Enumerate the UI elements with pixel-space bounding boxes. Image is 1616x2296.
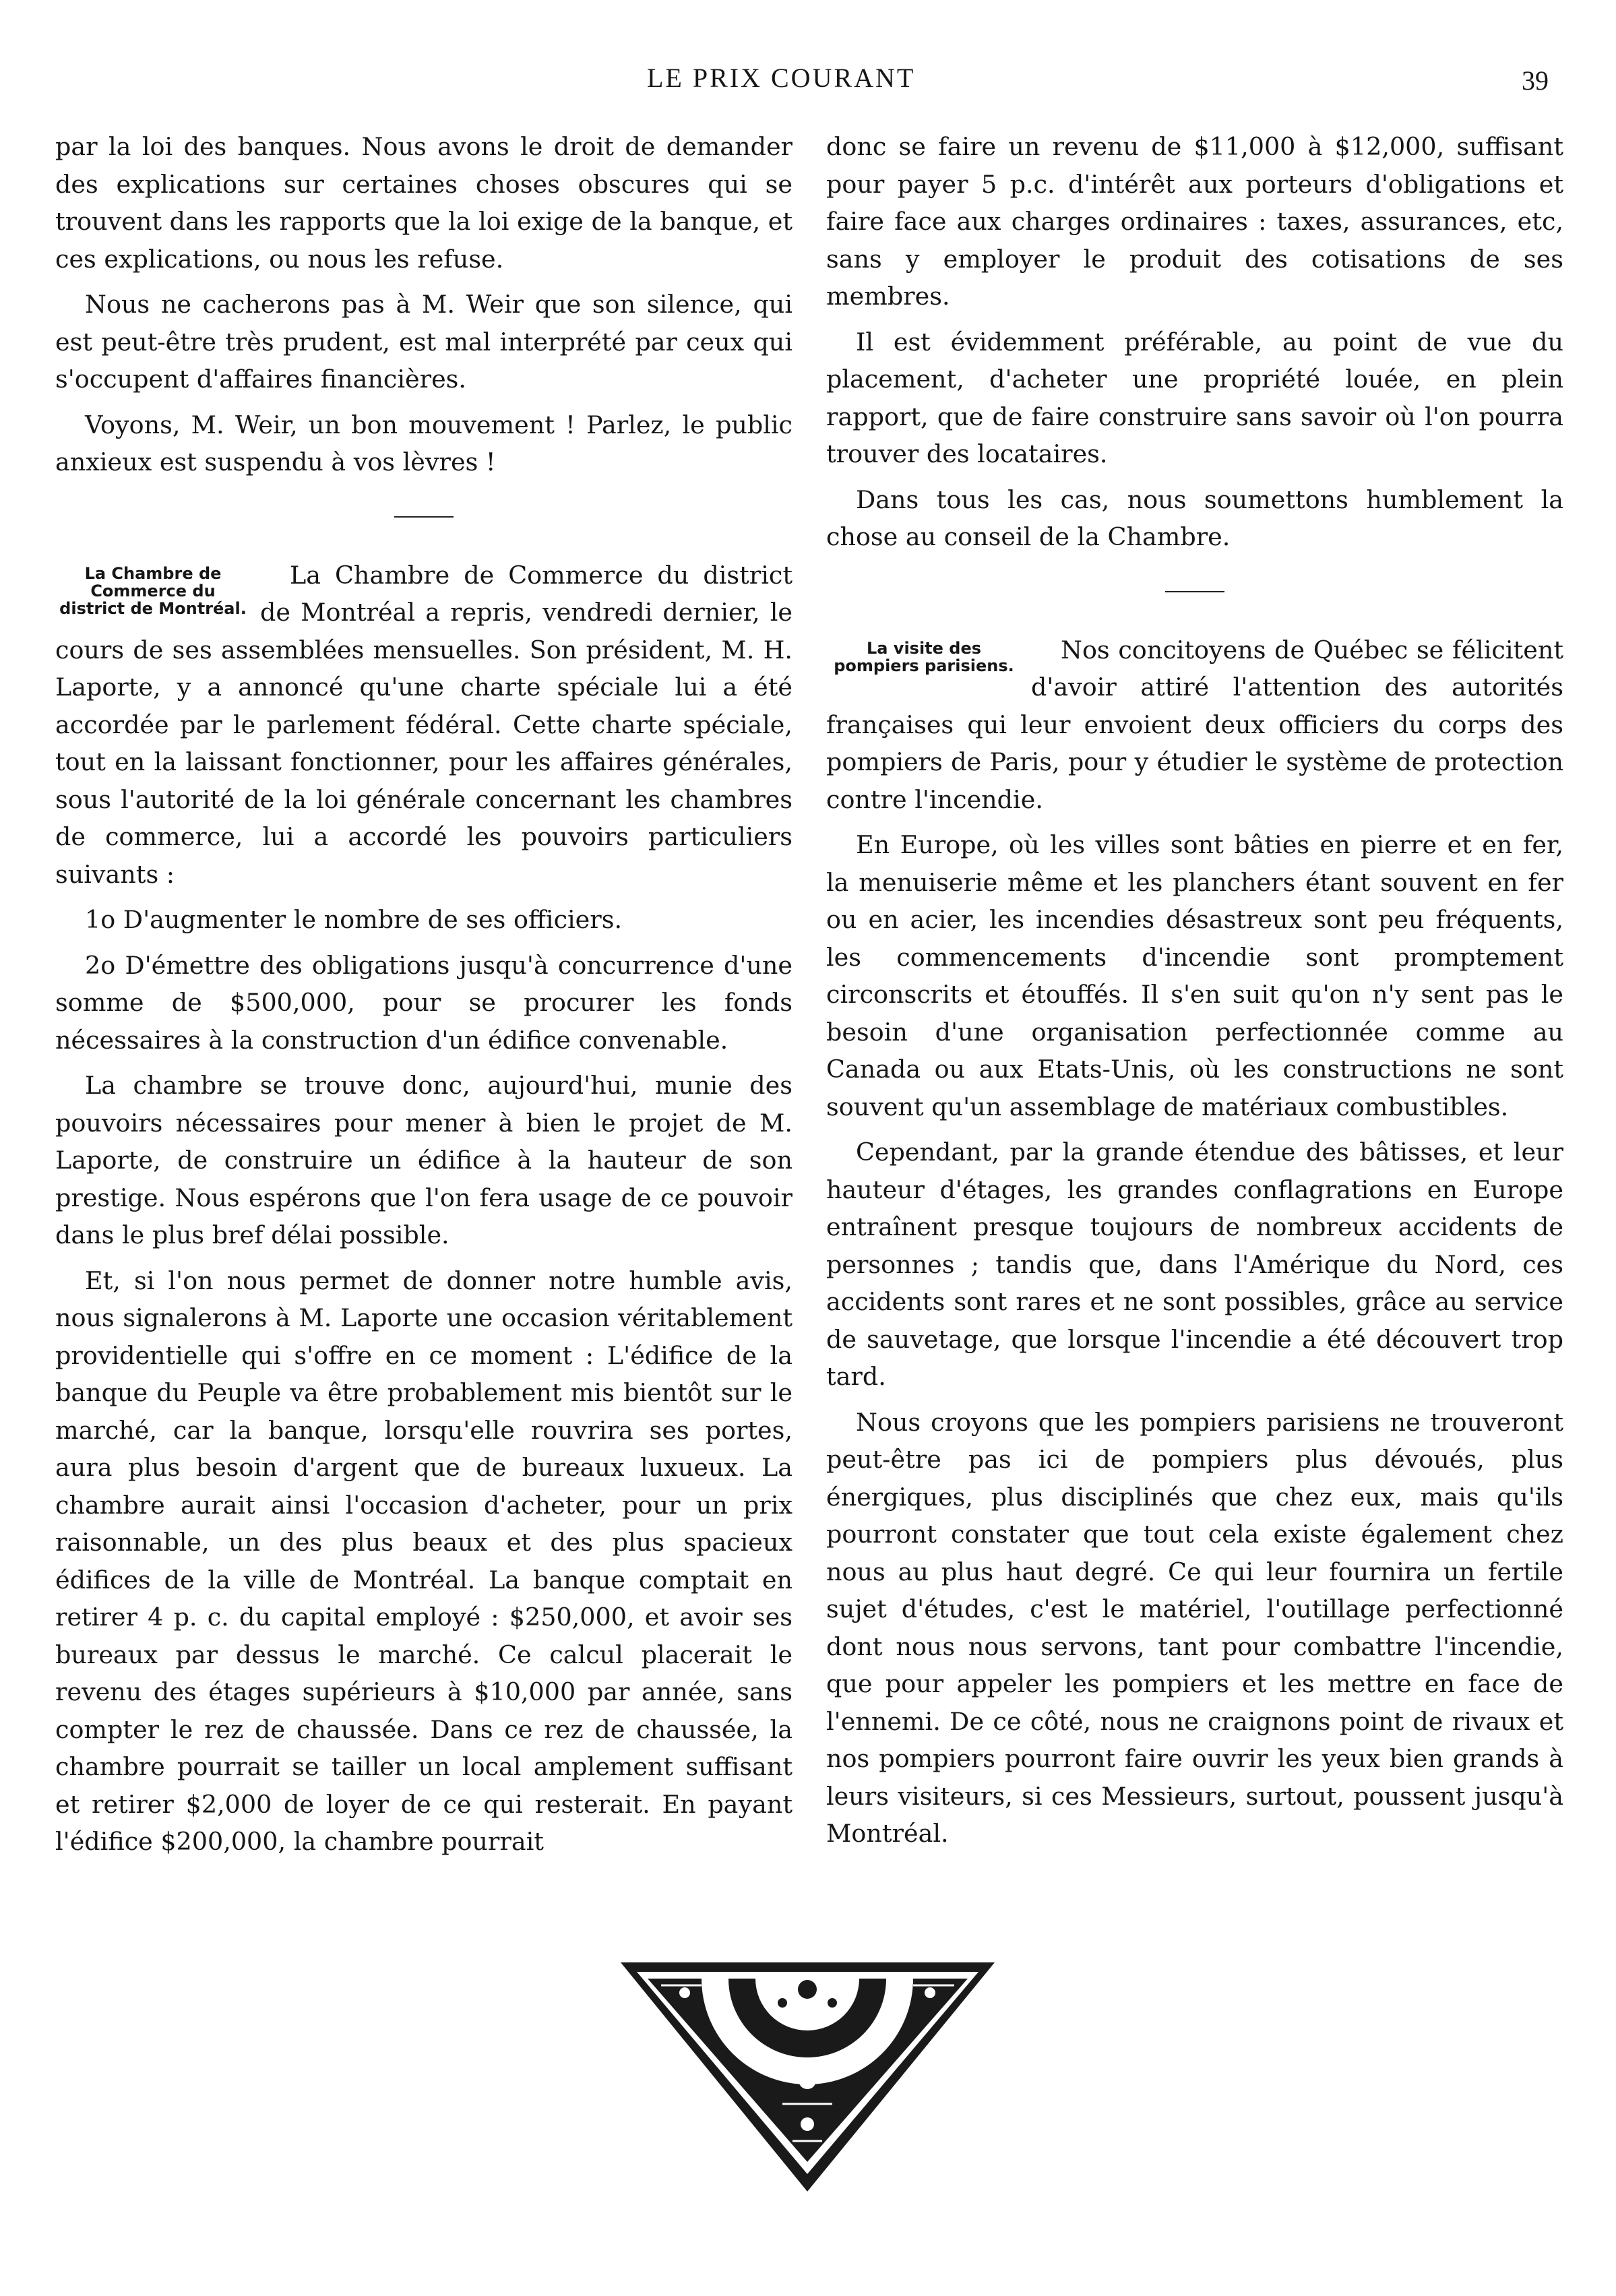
right-paragraph-5: En Europe, où les villes sont bâties en pierre et en fer, la menuiserie même et les planchers étant souvent en fer ou en acier, les incendies désastreux sont peu fréquents, les commencements d'incendie sont promptement circonscrits et étouffés. Il s'en suit qu'on n'y sent pas le besoin d'une organisation perfectionnée comme au Canada ou aux Etats-Unis, où les constructions ne sont souvent qu'un assemblage de matériaux combustibles. [826, 830, 1563, 1121]
left-column [55, 128, 793, 1869]
section-divider [394, 516, 454, 518]
left-paragraph-4: La Chambre de Commerce du district de Montréal a repris, vendredi dernier, le cours de ses assemblées mensuelles. Son président, M. H. Laporte, y a annoncé qu'une charte spéciale lui a été accordée par le parlement fédéral. Cette charte spéciale, tout en la laissant fonctionner, pour les affaires générales, sous l'autorité de la loi générale concernant les chambres de commerce, lui a accordé les pouvoirs particuliers suivants : [55, 560, 793, 889]
left-paragraph-5: La chambre se trouve donc, aujourd'hui, munie des pouvoirs nécessaires pour mener à bien le projet de M. Laporte, de construire un édifice à la hauteur de son prestige. Nous espérons que l'on fera usage de ce pouvoir dans le plus bref délai possible. [55, 1071, 793, 1249]
section-side-heading: La Chambre de Commerce du district de Montréal. [59, 563, 247, 618]
section-side-heading: La visite des pompiers parisiens. [834, 638, 1014, 675]
list-item-2: 2o D'émettre des obligations jusqu'à concurrence d'une somme de $500,000, pour se procurer les fonds nécessaires à la construction d'un édifice convenable. [55, 950, 793, 1055]
left-paragraph-3: Voyons, M. Weir, un bon mouvement ! Parlez, le public anxieux est suspendu à vos lèvres ! [55, 410, 793, 476]
right-column [826, 128, 1563, 1861]
page-number: 39 [1522, 65, 1549, 96]
page-header [0, 62, 1616, 102]
right-paragraph-6: Cependant, par la grande étendue des bâtisses, et leur hauteur d'étages, les grandes conflagrations en Europe entraînent presque toujours de nombreux accidents de personnes ; tandis que, dans l'Amérique du Nord, ces accidents sont rares et ne sont possibles, grâce au service de sauvetage, que lorsque l'incendie a été découvert trop tard. [826, 1138, 1563, 1391]
right-paragraph-4: Nos concitoyens de Québec se félicitent d'avoir attiré l'attention des autorités françaises qui leur envoient deux officiers du corps des pompiers de Paris, pour y étudier le système de protection contre l'incendie. [826, 635, 1563, 814]
left-paragraph-6: Et, si l'on nous permet de donner notre humble avis, nous signalerons à M. Laporte une occasion véritablement providentielle qui s'offre en ce moment : L'édifice de la banque du Peuple va être probablement mis bientôt sur le marché, car la banque, lorsqu'elle rouvrira ses portes, aura plus besoin d'argent que de bureaux luxueux. La chambre aurait ainsi l'occasion d'acheter, pour un prix raisonnable, un des plus beaux et des plus spacieux édifices de la ville de Montréal. La banque comptait en retirer 4 p. c. du capital employé : $250,000, et avoir ses bureaux par dessus le marché. Ce calcul placerait le revenu des étages supérieurs à $10,000 par année, sans compter le rez de chaussée. Dans ce rez de chaussée, la chambre pourrait se tailler un local amplement suffisant et retirer $2,000 de loyer de ce qui resterait. En payant l'édifice $200,000, la chambre pourrait [55, 1266, 793, 1856]
section-divider [1165, 591, 1224, 592]
right-paragraph-3: Dans tous les cas, nous soumettons humblement la chose au conseil de la Chambre. [826, 485, 1563, 551]
right-paragraph-7: Nous croyons que les pompiers parisiens ne trouveront peut-être pas ici de pompiers plus dévoués, plus énergiques, plus disciplinés que chez eux, mais qu'ils pourront constater que tout cela existe également chez nous au plus haut degré. Ce qui leur fournira un fertile sujet d'études, c'est le matériel, l'outillage perfectionné dont nous nous servons, tant pour combattre l'incendie, que pour appeler les pompiers et les mettre en face de l'ennemi. De ce côté, nous ne craignons point de rivaux et nos pompiers pourront faire ouvrir les yeux bien grands à leurs visiteurs, si ces Messieurs, surtout, poussent jusqu'à Montréal. [826, 1407, 1563, 1848]
triangular-ornament-icon [621, 1962, 995, 2192]
list-item-1: 1o D'augmenter le nombre de ses officiers. [85, 905, 623, 934]
left-paragraph-1: par la loi des banques. Nous avons le droit de demander des explications sur certaines choses obscures qui se trouvent dans les rapports que la loi exige de la banque, et ces explications, ou nous les refuse. [55, 132, 793, 274]
left-paragraph-2: Nous ne cacherons pas à M. Weir que son silence, qui est peut-être très prudent, est mal interprété par ceux qui s'occupent d'affaires financières. [55, 290, 793, 394]
running-title: LE PRIX COURANT [647, 63, 916, 93]
right-paragraph-2: Il est évidemment préférable, au point de vue du placement, d'acheter une propriété louée, en plein rapport, que de faire construire sans savoir où l'on pourra trouver des locataires. [826, 327, 1563, 468]
right-paragraph-1: donc se faire un revenu de $11,000 à $12,000, suffisant pour payer 5 p.c. d'intérêt aux porteurs d'obligations et faire face aux charges ordinaires : taxes, assurances, etc, sans y employer le produit des cotisations de ses membres. [826, 132, 1563, 311]
